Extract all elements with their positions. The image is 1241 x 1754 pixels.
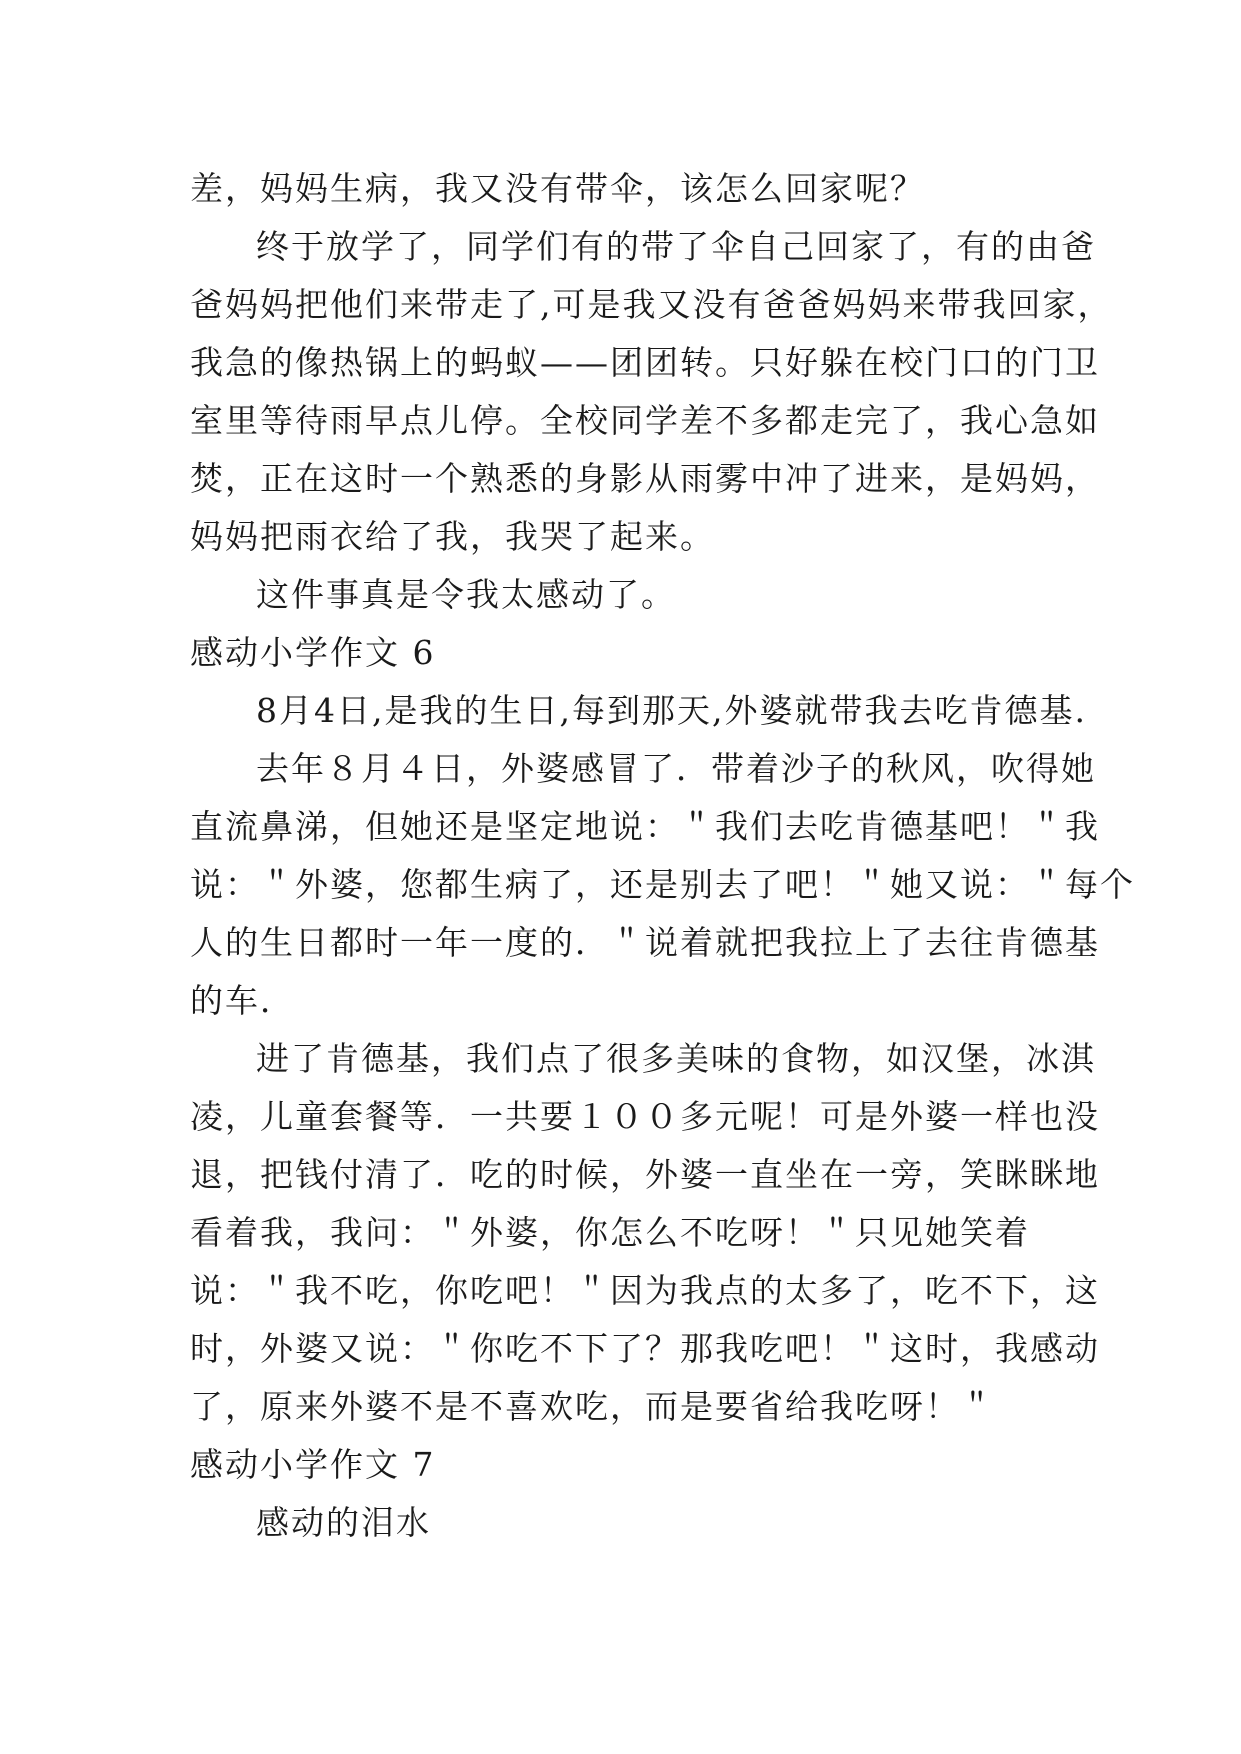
text-line: 人的生日都时一年一度的．＂说着就把我拉上了去往肯德基 bbox=[190, 923, 1100, 962]
text-line: 这件事真是令我太感动了。 bbox=[256, 575, 676, 614]
text-line: 凌，儿童套餐等．一共要１００多元呢！可是外婆一样也没 bbox=[190, 1097, 1100, 1136]
text-line: 焚，正在这时一个熟悉的身影从雨雾中冲了进来，是妈妈， bbox=[190, 459, 1100, 498]
text-line: 爸妈妈把他们来带走了,可是我又没有爸爸妈妈来带我回家， bbox=[190, 285, 1113, 324]
text-line: 去年８月４日，外婆感冒了．带着沙子的秋风，吹得她 bbox=[256, 749, 1096, 788]
document-body bbox=[190, 160, 1135, 1552]
text-line: 终于放学了，同学们有的带了伞自己回家了，有的由爸 bbox=[256, 227, 1096, 266]
text-line: 妈妈把雨衣给了我，我哭了起来。 bbox=[190, 517, 715, 556]
essay-title: 感动的泪水 bbox=[256, 1503, 431, 1542]
text-line: 看着我，我问：＂外婆，你怎么不吃呀！＂只见她笑着 bbox=[190, 1213, 1030, 1252]
section-heading: 感动小学作文 6 bbox=[190, 633, 436, 672]
text-line: 我急的像热锅上的蚂蚁——团团转。只好躲在校门口的门卫 bbox=[190, 343, 1100, 382]
section-heading: 感动小学作文 7 bbox=[190, 1445, 436, 1484]
text-line: 8月4日,是我的生日,每到那天,外婆就带我去吃肯德基. bbox=[256, 691, 1087, 730]
text-line: 差，妈妈生病，我又没有带伞，该怎么回家呢？ bbox=[190, 169, 925, 208]
text-line: 时，外婆又说：＂你吃不下了？那我吃吧！＂这时，我感动 bbox=[190, 1329, 1100, 1368]
text-line: 说：＂外婆，您都生病了，还是别去了吧！＂她又说：＂每个 bbox=[190, 865, 1135, 904]
text-line: 直流鼻涕，但她还是坚定地说：＂我们去吃肯德基吧！＂我 bbox=[190, 807, 1100, 846]
text-line: 了，原来外婆不是不喜欢吃，而是要省给我吃呀！＂ bbox=[190, 1387, 995, 1426]
text-line: 室里等待雨早点儿停。全校同学差不多都走完了，我心急如 bbox=[190, 401, 1100, 440]
text-line: 退，把钱付清了．吃的时候，外婆一直坐在一旁，笑眯眯地 bbox=[190, 1155, 1100, 1194]
text-line: 进了肯德基，我们点了很多美味的食物，如汉堡，冰淇 bbox=[256, 1039, 1096, 1078]
text-line: 说：＂我不吃，你吃吧！＂因为我点的太多了，吃不下，这 bbox=[190, 1271, 1100, 1310]
text-line: 的车． bbox=[190, 981, 295, 1020]
